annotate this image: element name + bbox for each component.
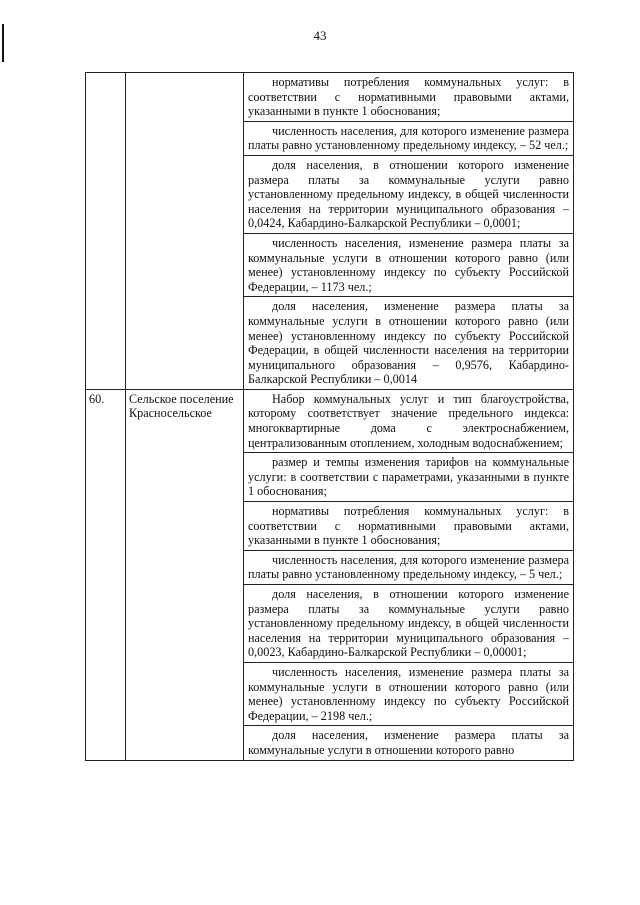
description-cell	[244, 73, 574, 390]
row-number-cell: 60.	[86, 389, 126, 760]
paragraph: доля населения, изменение размера платы за коммунальные услуги в отношении которого равно	[244, 725, 573, 759]
row-number-cell	[86, 73, 126, 390]
settlement-name-cell	[126, 73, 244, 390]
paragraph: доля населения, изменение размера платы за коммунальные услуги в отношении которого равно (или менее) установленному индексу по субъекту Российской Федерации, в общей численности населения на территории муниципального образования – 0,9576, Кабардино-Балкарской Республики – 0,0014	[244, 296, 573, 389]
paragraph: нормативы потребления коммунальных услуг: в соответствии с нормативными правовыми актами, указанными в пункте 1 обоснования;	[244, 501, 573, 550]
paragraph: численность населения, для которого изменение размера платы равно установленному предельному индексу, – 5 чел.;	[244, 550, 573, 584]
paragraph: численность населения, изменение размера платы за коммунальные услуги в отношении которого равно (или менее) установленному индексу по субъекту Российской Федерации, – 1173 чел.;	[244, 233, 573, 296]
paragraph: численность населения, для которого изменение размера платы равно установленному предельному индексу, – 52 чел.;	[244, 121, 573, 155]
paragraph: нормативы потребления коммунальных услуг: в соответствии с нормативными правовыми актами, указанными в пункте 1 обоснования;	[248, 75, 569, 119]
settlement-name-cell: Сельское поселение Красносельское	[126, 389, 244, 760]
paragraph: размер и темпы изменения тарифов на коммунальные услуги: в соответствии с параметрами, указанными в пункте 1 обоснования;	[244, 452, 573, 501]
paragraph: доля населения, в отношении которого изменение размера платы за коммунальные услуги равно установленному предельному индексу, в общей численности населения на территории муниципального образования – 0,0424, Кабардино-Балкарской Республики – 0,0001;	[244, 155, 573, 233]
paragraph: Набор коммунальных услуг и тип благоустройства, которому соответствует значение предельного индекса: многоквартирные дома с электроснабжением, централизованным отоплением, холодным водоснабжением;	[248, 391, 569, 450]
data-table	[85, 72, 574, 761]
description-cell	[244, 389, 574, 760]
table-row	[86, 389, 574, 760]
paragraph: доля населения, в отношении которого изменение размера платы за коммунальные услуги равно установленному предельному индексу, в общей численности населения на территории муниципального образования – 0,0023, Кабардино-Балкарской Республики – 0,00001;	[244, 584, 573, 662]
page-number: 43	[313, 28, 327, 43]
table-row	[86, 73, 574, 390]
paragraph: численность населения, изменение размера платы за коммунальные услуги в отношении которого равно (или менее) установленному индексу по субъекту Российской Федерации, – 2198 чел.;	[244, 662, 573, 725]
